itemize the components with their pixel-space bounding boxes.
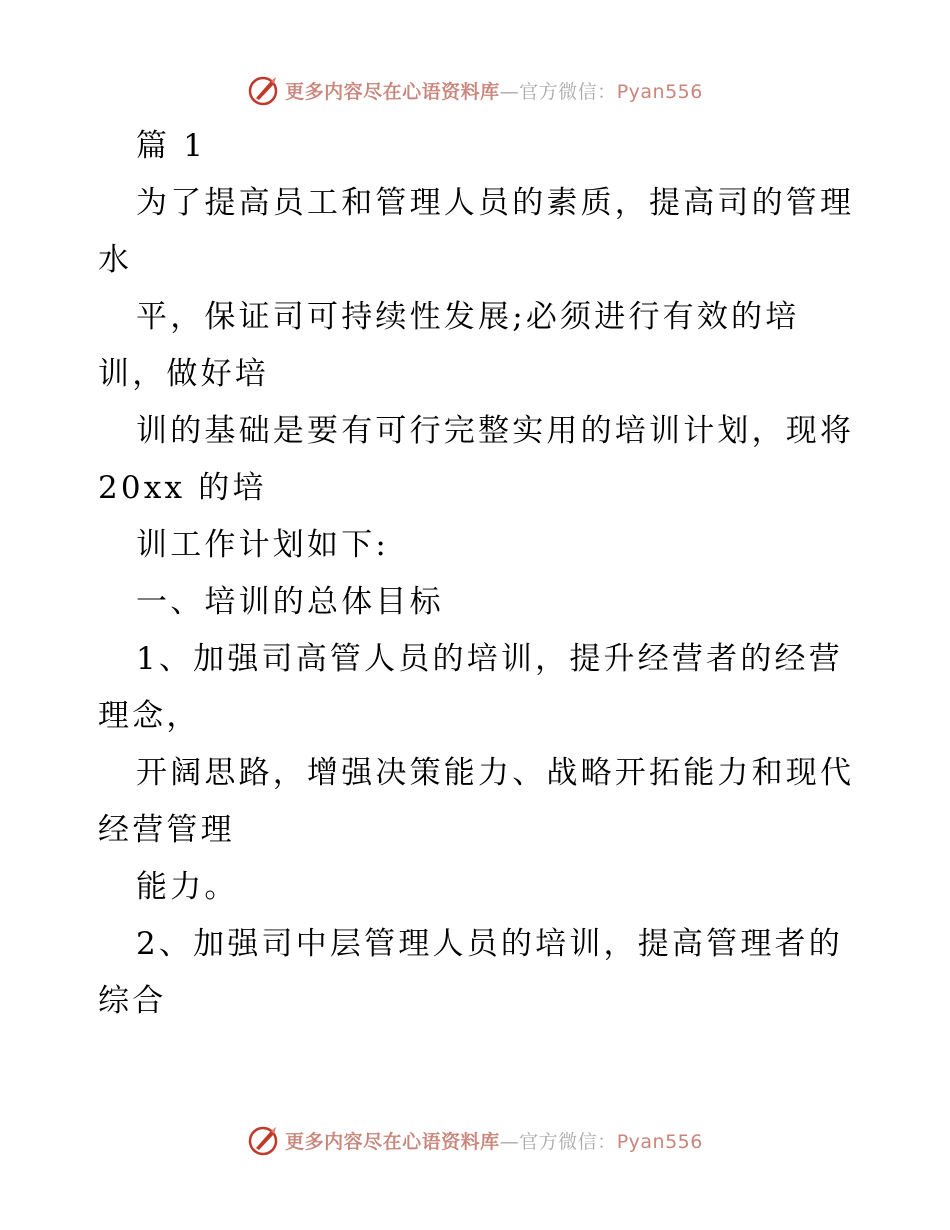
document-body [0,118,950,1030]
text-line: 平，保证司可持续性发展;必须进行有效的培 [136,299,800,335]
text-line: 理念， [98,698,201,734]
footer-wechat-id: Pyan556 [616,1130,703,1153]
text-line: 能力。 [136,869,239,905]
text-line: 20xx 的培 [98,470,267,506]
quill-logo-icon [247,73,281,107]
text-line: 训，做好培 [98,356,269,392]
text-line: 综合 [98,983,167,1019]
text-line: 开阔思路，增强决策能力、战略开拓能力和现代 [136,755,855,791]
header-banner [0,70,950,110]
header-site-text: 更多内容尽在心语资料库 [285,80,500,103]
footer-dash: — [499,1130,520,1153]
header-banner-text [285,77,703,104]
text-line: 训工作计划如下: [136,527,390,563]
footer-site-text: 更多内容尽在心语资料库 [285,1130,500,1153]
text-line: 训的基础是要有可行完整实用的培训计划，现将 [136,413,855,449]
section-heading: 一、培训的总体目标 [136,584,444,620]
footer-wechat-label: 官方微信： [519,1130,617,1153]
footer-banner [0,1120,950,1160]
header-wechat-id: Pyan556 [616,80,703,103]
text-line: 2、加强司中层管理人员的培训，提高管理者的 [136,926,843,962]
text-line: 篇 1 [136,128,207,164]
footer-banner-text [285,1127,703,1154]
header-wechat-label: 官方微信： [519,80,617,103]
text-line: 水 [98,242,133,278]
text-line: 为了提高员工和管理人员的素质，提高司的管理 [136,185,855,221]
quill-logo-icon [247,1123,281,1157]
text-line: 1、加强司高管人员的培训，提升经营者的经营 [136,641,843,677]
text-line: 经营管理 [98,812,235,848]
header-dash: — [499,80,520,103]
